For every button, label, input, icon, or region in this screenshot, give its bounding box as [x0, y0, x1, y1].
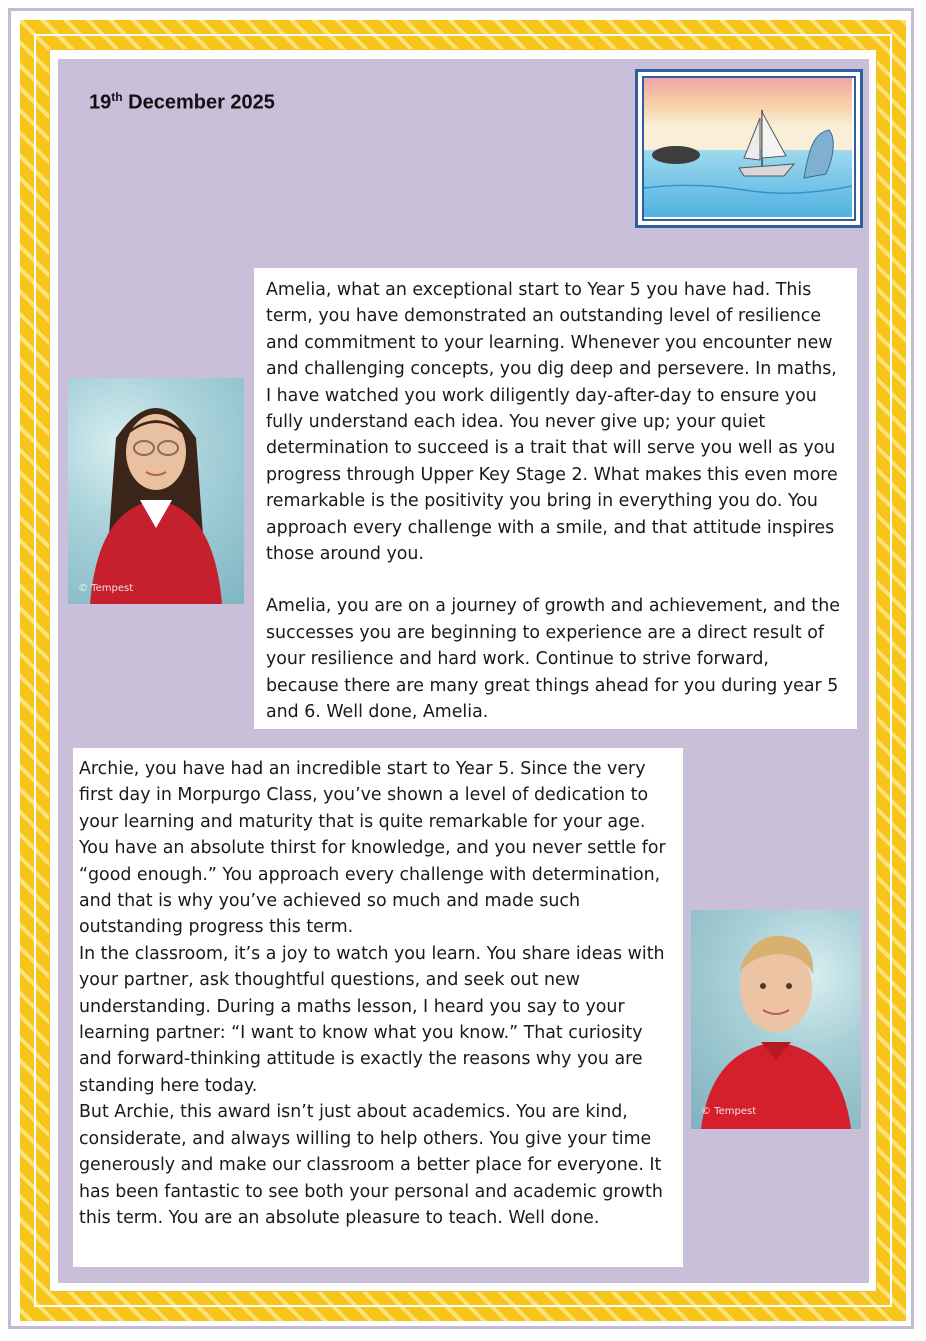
boy-portrait-icon [691, 910, 861, 1129]
sailboat-drawing-icon [644, 78, 852, 217]
amelia-paragraph-2: Amelia, you are on a journey of growth and achievement, and the successes you are beginning to experience are a direct result of your resilience and hard work. Continue to strive forward, because there are many great things ahead for you during year 5 and 6. Well done, Amelia. [266, 596, 840, 723]
photo-watermark: © Tempest [78, 583, 134, 594]
photo-watermark: © Tempest [701, 1106, 757, 1117]
archie-paragraph-1: Archie, you have had an incredible start to Year 5. Since the very first day in Morpurgo Class, you’ve shown a level of dedication to your learning and maturity that is quite remarkable for your age. You have an absolute thirst for knowledge, and you never settle for “good enough.” You approach every challenge with determination, and that is why you’ve achieved so much and made such outstanding progress this term. [79, 759, 666, 938]
date-suffix: th [111, 90, 123, 104]
date-month-year: December 2025 [128, 91, 275, 114]
amelia-photo [68, 378, 244, 604]
archie-paragraph-2: In the classroom, it’s a joy to watch you learn. You share ideas with your partner, ask thoughtful questions, and seek out new understanding. During a maths lesson, I heard you say to your learning partner: “I want to know what you know.” That curiosity and forward-thinking attitude is exactly the reasons why you are standing here today. [79, 943, 665, 1096]
archie-photo [691, 910, 861, 1129]
child-drawing-image [635, 69, 863, 228]
archie-tribute-text [73, 748, 683, 1267]
newsletter-date [89, 90, 275, 115]
girl-portrait-icon [68, 378, 244, 604]
archie-paragraph-3: But Archie, this award isn’t just about academics. You are kind, considerate, and always willing to help others. You give your time generously and make our classroom a better place for everyone. It has been fantastic to see both your personal and academic growth this term. You are an absolute pleasure to teach. Well done. [79, 1102, 663, 1228]
date-day: 19 [89, 91, 112, 114]
amelia-tribute-text [254, 268, 857, 729]
amelia-paragraph-1: Amelia, what an exceptional start to Year 5 you have had. This term, you have demonstrated an outstanding level of resilience and commitment to your learning. Whenever you encounter new and challenging concepts, you dig deep and persevere. In maths, I have watched you work diligently day-after-day to ensure you fully understand each idea. You never give up; your quiet determination to succeed is a trait that will serve you well as you progress through Upper Key Stage 2. What makes this even more remarkable is the positivity you bring in everything you do. You approach every challenge with a smile, and that attitude inspires those around you. [266, 280, 838, 565]
